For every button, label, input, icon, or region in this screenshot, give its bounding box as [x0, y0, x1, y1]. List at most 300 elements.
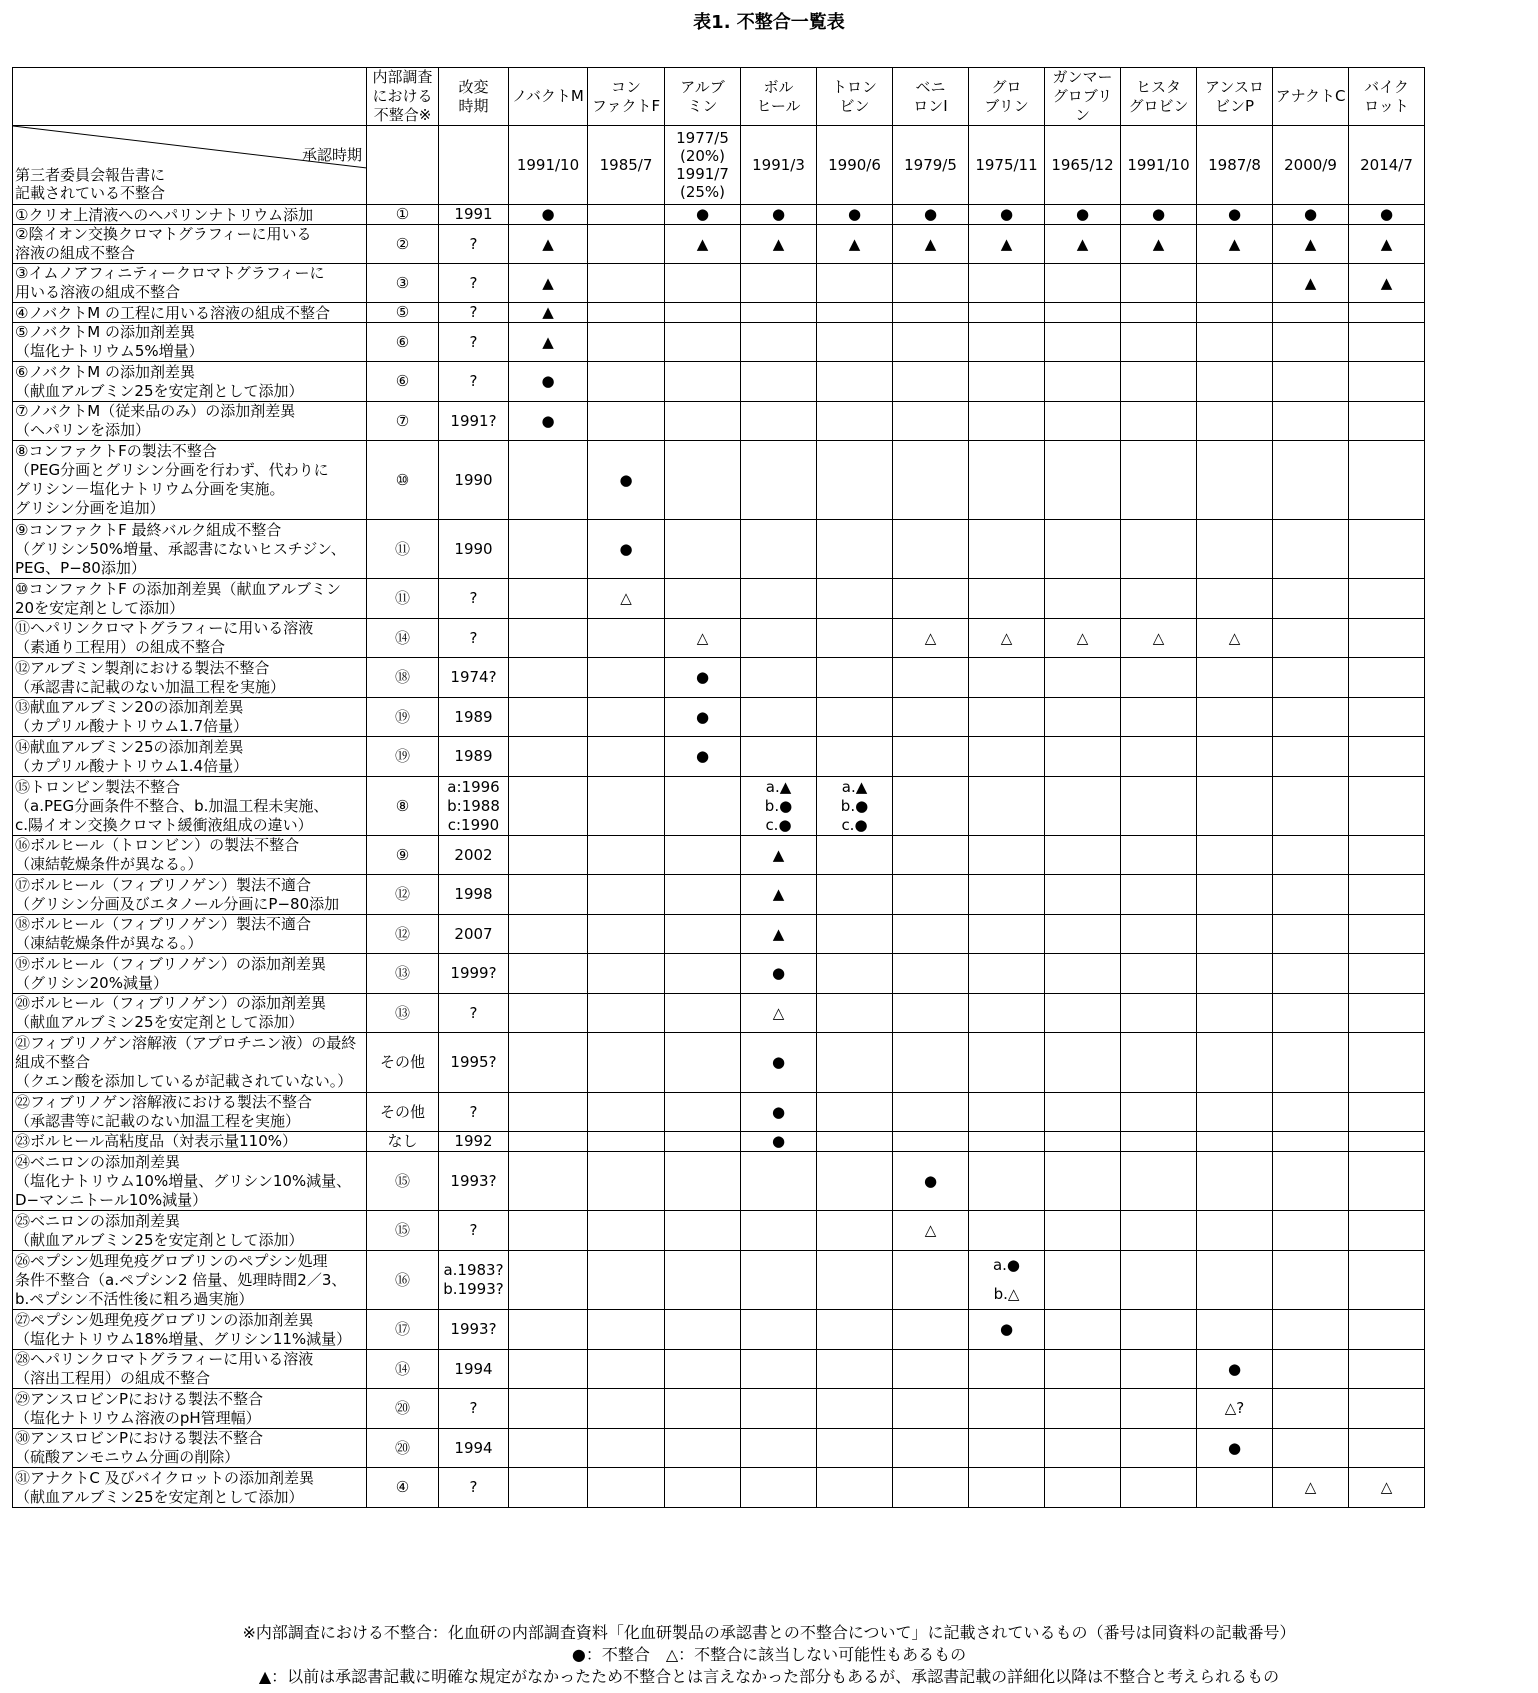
- mark-cell: [665, 441, 741, 520]
- inconsistency-item-line: （溶出工程用）の組成不整合: [15, 1369, 211, 1387]
- inconsistency-item: [13, 362, 367, 402]
- mark-cell: [1121, 1211, 1197, 1251]
- product-name-line: ミン: [687, 96, 718, 115]
- internal-number: ⑤: [367, 303, 439, 323]
- internal-number: その他: [367, 1093, 439, 1132]
- mark-cell: [969, 205, 1045, 225]
- mark-cell: [1045, 441, 1121, 520]
- mark-cell: [741, 579, 817, 619]
- mark-cell: [1045, 1389, 1121, 1429]
- internal-number: ⑳: [367, 1429, 439, 1468]
- table-row: [13, 1468, 1425, 1508]
- mark-cell: [817, 777, 893, 836]
- change-date: [439, 619, 509, 658]
- table-row: [13, 1093, 1425, 1132]
- inconsistency-item-line: （グリシン分画及びエタノール分画にP−80添加: [15, 894, 340, 913]
- mark-cell-line: ▲: [1228, 234, 1241, 253]
- mark-cell-line: △: [1304, 1478, 1317, 1496]
- change-date: [439, 1310, 509, 1350]
- mark-cell: [741, 402, 817, 441]
- internal-number: なし: [367, 1132, 439, 1152]
- inconsistency-item-line: ⑥ノバクトM の添加剤差異: [15, 362, 195, 381]
- mark-cell: [665, 1211, 741, 1251]
- mark-cell: [817, 1033, 893, 1093]
- mark-cell: [893, 1350, 969, 1389]
- mark-cell: [1197, 1093, 1273, 1132]
- mark-cell: [1273, 1093, 1349, 1132]
- mark-cell: [509, 1350, 588, 1389]
- mark-cell: [1121, 777, 1197, 836]
- mark-cell: [969, 875, 1045, 915]
- change-date-line: ?: [469, 628, 478, 647]
- approval-date: [1121, 126, 1197, 205]
- mark-cell: [1273, 303, 1349, 323]
- mark-cell: [1349, 1033, 1425, 1093]
- inconsistency-table: [12, 67, 1425, 1508]
- mark-cell-line: ▲: [542, 273, 554, 292]
- header-diagonal-cell: [13, 126, 367, 205]
- inconsistency-item: [13, 836, 367, 875]
- change-date-line: 1989: [454, 707, 493, 726]
- mark-cell: [665, 264, 741, 303]
- table-row: [13, 303, 1425, 323]
- approval-date-line: 1979/5: [904, 155, 957, 174]
- inconsistency-item-line: ③イムノアフィニティークロマトグラフィーに: [15, 264, 325, 282]
- header-change-date-line: 改変: [458, 77, 489, 96]
- mark-cell: [509, 303, 588, 323]
- inconsistency-item-line: （凍結乾燥条件が異なる。）: [15, 934, 203, 952]
- mark-cell: [741, 1152, 817, 1211]
- mark-cell: [588, 1211, 665, 1251]
- mark-cell: [588, 1429, 665, 1468]
- mark-cell: [893, 303, 969, 323]
- inconsistency-item-line: ⑫アルブミン製剤における製法不整合: [15, 658, 270, 677]
- inconsistency-item-line: （塩化ナトリウム5%増量）: [15, 342, 204, 360]
- mark-cell: [893, 1429, 969, 1468]
- inconsistency-item: [13, 402, 367, 441]
- product-name: [741, 68, 817, 126]
- mark-cell-line: ▲: [772, 924, 785, 943]
- mark-cell: [1045, 1211, 1121, 1251]
- inconsistency-item-line: ⑱ボルヒール（フィブリノゲン）製法不適合: [15, 915, 311, 933]
- mark-cell: [1349, 1132, 1425, 1152]
- inconsistency-item-line: ⑭献血アルブミン25の添加剤差異: [15, 737, 244, 756]
- mark-cell: [817, 1310, 893, 1350]
- inconsistency-item-line: グリシン－塩化ナトリウム分画を実施。: [15, 480, 285, 498]
- mark-cell: [665, 1093, 741, 1132]
- internal-number: ⑥: [367, 362, 439, 402]
- product-name-line: ファクトF: [591, 96, 661, 115]
- mark-cell: [817, 954, 893, 994]
- mark-cell: [741, 658, 817, 698]
- report-label-line: 第三者委員会報告書に: [15, 166, 166, 184]
- mark-cell: [588, 1132, 665, 1152]
- mark-cell: [1121, 323, 1197, 362]
- mark-cell: [1045, 225, 1121, 264]
- mark-cell: [741, 205, 817, 225]
- footnote-legend: ●：不整合 △：不整合に該当しない可能性もあるもの: [571, 1645, 967, 1664]
- inconsistency-item: [13, 1093, 367, 1132]
- mark-cell: [1197, 915, 1273, 954]
- mark-cell: [969, 323, 1045, 362]
- mark-cell: [1197, 658, 1273, 698]
- mark-cell: [817, 1350, 893, 1389]
- change-date: [439, 1033, 509, 1093]
- mark-cell: [817, 698, 893, 737]
- mark-cell: [893, 362, 969, 402]
- mark-cell-line: △: [1000, 628, 1013, 647]
- mark-cell: [1273, 698, 1349, 737]
- change-date-line: ?: [469, 1399, 478, 1417]
- mark-cell: [588, 303, 665, 323]
- mark-cell-line: c.●: [841, 815, 868, 834]
- inconsistency-item-line: ①クリオ上清液へのヘパリンナトリウム添加: [15, 205, 314, 224]
- change-date: [439, 737, 509, 777]
- inconsistency-item-line: ㉕ベニロンの添加剤差異: [15, 1211, 181, 1230]
- mark-cell: [509, 225, 588, 264]
- mark-cell: [665, 619, 741, 658]
- internal-number: ⑳: [367, 1389, 439, 1429]
- internal-number: ⑧: [367, 777, 439, 836]
- mark-cell: [969, 441, 1045, 520]
- product-name-line: ブリン: [984, 96, 1029, 115]
- mark-cell: [1349, 579, 1425, 619]
- product-name: [893, 68, 969, 126]
- mark-cell: [1045, 1033, 1121, 1093]
- table-row: [13, 362, 1425, 402]
- change-date-line: a.1983?: [443, 1261, 504, 1279]
- inconsistency-item-line: （献血アルブミン25を安定剤として添加）: [15, 1013, 304, 1031]
- change-date: [439, 915, 509, 954]
- inconsistency-item: [13, 658, 367, 698]
- mark-cell: [817, 915, 893, 954]
- mark-cell: [1349, 1468, 1425, 1508]
- mark-cell: [893, 954, 969, 994]
- mark-cell: [665, 737, 741, 777]
- inconsistency-item: [13, 225, 367, 264]
- mark-cell-line: ▲: [542, 234, 554, 253]
- mark-cell: [1273, 323, 1349, 362]
- mark-cell: [741, 323, 817, 362]
- inconsistency-item: [13, 1152, 367, 1211]
- change-date: [439, 1211, 509, 1251]
- mark-cell: [1197, 441, 1273, 520]
- mark-cell: [509, 520, 588, 579]
- inconsistency-item-line: ㉗ペプシン処理免疫グロブリンの添加剤差異: [15, 1310, 314, 1329]
- inconsistency-item-line: ⑰ボルヒール（フィブリノゲン）製法不適合: [15, 875, 311, 894]
- footnote-internal: ※内部調査における不整合：化血研の内部調査資料「化血研製品の承認書との不整合について」に記載されているもの（番号は同資料の記載番号）: [242, 1623, 1296, 1642]
- change-date: [439, 698, 509, 737]
- approval-date-line: 1990/6: [828, 155, 881, 174]
- mark-cell-line: ▲: [1380, 234, 1393, 253]
- table-row: [13, 1251, 1425, 1310]
- mark-cell-line: b.△: [993, 1285, 1020, 1303]
- change-date-line: ?: [469, 332, 478, 351]
- mark-cell: [893, 994, 969, 1033]
- product-name-line: アナクトC: [1275, 87, 1346, 105]
- inconsistency-item-line: （承認書等に記載のない加温工程を実施）: [15, 1112, 301, 1130]
- mark-cell: [969, 225, 1045, 264]
- inconsistency-item: [13, 579, 367, 619]
- product-name-line: トロン: [831, 77, 877, 96]
- inconsistency-item: [13, 1132, 367, 1152]
- mark-cell-line: △: [696, 628, 709, 647]
- inconsistency-item-line: （素通り工程用）の組成不整合: [15, 638, 226, 656]
- mark-cell: [969, 915, 1045, 954]
- product-name: [1121, 68, 1197, 126]
- mark-cell: [1197, 954, 1273, 994]
- mark-cell: [509, 1429, 588, 1468]
- mark-cell: [588, 836, 665, 875]
- approval-date: [1197, 126, 1273, 205]
- mark-cell: [893, 520, 969, 579]
- footnote-triangle: ▲：以前は承認書記載に明確な規定がなかったため不整合とは言えなかった部分もあるが、承認書記載の詳細化以降は不整合と考えられるもの: [258, 1667, 1280, 1686]
- internal-number: ①: [367, 205, 439, 225]
- inconsistency-item-line: ⑯ボルヒール（トロンビン）の製法不整合: [15, 836, 300, 854]
- mark-cell: [1197, 225, 1273, 264]
- mark-cell: [1121, 836, 1197, 875]
- internal-number: ⑲: [367, 737, 439, 777]
- mark-cell: [1273, 520, 1349, 579]
- mark-cell: [588, 954, 665, 994]
- product-name: [665, 68, 741, 126]
- table-row: [13, 1389, 1425, 1429]
- product-name-line: コン: [610, 77, 641, 96]
- mark-cell: [969, 1033, 1045, 1093]
- inconsistency-item-line: グリシン分画を追加）: [15, 499, 165, 517]
- mark-cell: [1273, 579, 1349, 619]
- inconsistency-item-line: （PEG分画とグリシン分画を行わず、代わりに: [15, 461, 329, 479]
- mark-cell-line: △: [1380, 1478, 1393, 1496]
- mark-cell: [969, 1389, 1045, 1429]
- mark-cell-line: ●: [541, 411, 555, 430]
- change-date-line: 1999?: [450, 964, 497, 982]
- mark-cell-line: ●: [771, 205, 786, 223]
- header-internal-line: 内部調査: [372, 68, 433, 86]
- mark-cell: [509, 698, 588, 737]
- mark-cell: [588, 875, 665, 915]
- inconsistency-item: [13, 994, 367, 1033]
- inconsistency-item: [13, 1429, 367, 1468]
- table-row: [13, 658, 1425, 698]
- mark-cell: [1273, 225, 1349, 264]
- mark-cell-line: ▲: [848, 234, 861, 253]
- mark-cell: [893, 1468, 969, 1508]
- inconsistency-item: [13, 915, 367, 954]
- inconsistency-item: [13, 441, 367, 520]
- mark-cell: [1349, 1350, 1425, 1389]
- mark-cell: [1045, 1350, 1121, 1389]
- mark-cell: [893, 737, 969, 777]
- mark-cell: [588, 737, 665, 777]
- table-row: [13, 954, 1425, 994]
- change-date-line: 1990: [454, 539, 493, 558]
- mark-cell: [588, 441, 665, 520]
- mark-cell: [509, 362, 588, 402]
- mark-cell: [969, 994, 1045, 1033]
- mark-cell: [1045, 323, 1121, 362]
- internal-number: ⑲: [367, 698, 439, 737]
- approval-date: [969, 126, 1045, 205]
- mark-cell: [1045, 579, 1121, 619]
- mark-cell: [817, 1251, 893, 1310]
- mark-cell: [1045, 875, 1121, 915]
- mark-cell: [588, 402, 665, 441]
- mark-cell: [969, 698, 1045, 737]
- mark-cell: [1349, 205, 1425, 225]
- mark-cell: [509, 994, 588, 1033]
- change-date-line: ?: [469, 1478, 478, 1496]
- approval-date-line: (25%): [679, 183, 726, 201]
- inconsistency-item-line: （承認書に記載のない加温工程を実施）: [15, 677, 286, 696]
- mark-cell-line: ●: [695, 747, 710, 765]
- mark-cell: [1349, 737, 1425, 777]
- mark-cell: [1273, 1350, 1349, 1389]
- mark-cell: [1121, 264, 1197, 303]
- mark-cell: [509, 1132, 588, 1152]
- mark-cell: [969, 1093, 1045, 1132]
- mark-cell-line: ●: [771, 1053, 786, 1071]
- mark-cell: [817, 1389, 893, 1429]
- change-date: [439, 658, 509, 698]
- internal-number: ⑥: [367, 323, 439, 362]
- mark-cell: [1045, 836, 1121, 875]
- product-name-line: ビンP: [1214, 96, 1255, 115]
- mark-cell: [1045, 619, 1121, 658]
- mark-cell-line: ●: [847, 205, 862, 223]
- mark-cell: [817, 1152, 893, 1211]
- mark-cell: [817, 836, 893, 875]
- mark-cell: [588, 1310, 665, 1350]
- table-row: [13, 264, 1425, 303]
- table-row: [13, 1211, 1425, 1251]
- inconsistency-item-line: ⑮トロンビン製法不整合: [15, 777, 181, 796]
- inconsistency-item-line: ⑦ノバクトM（従来品のみ）の添加剤差異: [15, 402, 296, 420]
- inconsistency-item-line: PEG、P−80添加）: [15, 558, 146, 577]
- mark-cell: [588, 1251, 665, 1310]
- mark-cell: [1045, 1132, 1121, 1152]
- mark-cell: [1197, 1211, 1273, 1251]
- mark-cell: [1197, 303, 1273, 323]
- mark-cell: [1197, 1429, 1273, 1468]
- mark-cell: [969, 1310, 1045, 1350]
- change-date-line: 1991: [454, 205, 493, 223]
- mark-cell: [1121, 875, 1197, 915]
- mark-cell: [588, 205, 665, 225]
- mark-cell: [817, 579, 893, 619]
- inconsistency-item-line: ⑬献血アルブミン20の添加剤差異: [15, 698, 244, 716]
- internal-number: ③: [367, 264, 439, 303]
- mark-cell: [509, 264, 588, 303]
- mark-cell: [1349, 619, 1425, 658]
- table-row: [13, 1429, 1425, 1468]
- mark-cell-line: ▲: [696, 234, 709, 253]
- mark-cell: [1045, 1152, 1121, 1211]
- approval-date-line: 1991/7: [676, 165, 729, 183]
- mark-cell: [1273, 205, 1349, 225]
- mark-cell: [893, 1033, 969, 1093]
- mark-cell: [741, 1211, 817, 1251]
- mark-cell: [1121, 1429, 1197, 1468]
- mark-cell: [1121, 954, 1197, 994]
- mark-cell-line: △: [924, 1221, 937, 1239]
- mark-cell: [893, 1152, 969, 1211]
- inconsistency-item-line: （献血アルブミン25を安定剤として添加）: [15, 1487, 304, 1506]
- change-date: [439, 362, 509, 402]
- mark-cell: [588, 579, 665, 619]
- inconsistency-item-line: （塩化ナトリウム溶液のpH管理幅）: [15, 1408, 261, 1427]
- inconsistency-item-line: ⑩コンファクトF の添加剤差異（献血アルブミン: [15, 579, 341, 598]
- inconsistency-item: [13, 1468, 367, 1508]
- table-row: [13, 205, 1425, 225]
- change-date: [439, 579, 509, 619]
- mark-cell: [1349, 915, 1425, 954]
- mark-cell: [969, 520, 1045, 579]
- mark-cell: [1121, 441, 1197, 520]
- mark-cell: [893, 658, 969, 698]
- approval-date: [817, 126, 893, 205]
- mark-cell: [509, 1310, 588, 1350]
- inconsistency-item-line: ②陰イオン交換クロマトグラフィーに用いる: [15, 225, 312, 243]
- mark-cell: [509, 619, 588, 658]
- mark-cell: [741, 1310, 817, 1350]
- mark-cell: [1197, 619, 1273, 658]
- table-row: [13, 579, 1425, 619]
- mark-cell: [1197, 205, 1273, 225]
- internal-number: その他: [367, 1033, 439, 1093]
- mark-cell: [509, 737, 588, 777]
- mark-cell-line: ●: [541, 205, 555, 223]
- mark-cell: [1349, 875, 1425, 915]
- approval-date: [741, 126, 817, 205]
- change-date-line: a:1996: [447, 777, 500, 796]
- mark-cell: [588, 1350, 665, 1389]
- mark-cell: [1045, 1429, 1121, 1468]
- mark-cell: [509, 777, 588, 836]
- mark-cell: [1045, 402, 1121, 441]
- inconsistency-item-line: （グリシン20%減量）: [15, 973, 168, 992]
- change-date-line: b.1993?: [443, 1280, 504, 1298]
- mark-cell: [1273, 915, 1349, 954]
- table-row: [13, 441, 1425, 520]
- mark-cell: [1197, 323, 1273, 362]
- change-date: [439, 225, 509, 264]
- product-name-line: ヒスタ: [1135, 77, 1181, 96]
- mark-cell: [741, 1389, 817, 1429]
- mark-cell: [893, 1251, 969, 1310]
- inconsistency-item-line: （硫酸アンモニウム分画の削除）: [15, 1448, 240, 1466]
- mark-cell: [1197, 362, 1273, 402]
- inconsistency-item: [13, 737, 367, 777]
- mark-cell: [741, 362, 817, 402]
- header-blank: [13, 68, 367, 126]
- inconsistency-item-line: ⑳ボルヒール（フィブリノゲン）の添加剤差異: [15, 994, 326, 1012]
- mark-cell-line: ●: [771, 964, 786, 982]
- mark-cell-line: c.●: [765, 815, 792, 834]
- inconsistency-item: [13, 520, 367, 579]
- page-title: 表1. 不整合一覧表: [693, 12, 845, 33]
- mark-cell: [741, 737, 817, 777]
- mark-cell: [741, 1468, 817, 1508]
- mark-cell: [741, 875, 817, 915]
- approval-date-line: 1975/11: [975, 155, 1038, 174]
- mark-cell: [509, 1093, 588, 1132]
- approval-date-line: 1965/12: [1051, 155, 1114, 174]
- table-row: [13, 1310, 1425, 1350]
- change-date: [439, 1350, 509, 1389]
- mark-cell: [665, 875, 741, 915]
- mark-cell: [1349, 836, 1425, 875]
